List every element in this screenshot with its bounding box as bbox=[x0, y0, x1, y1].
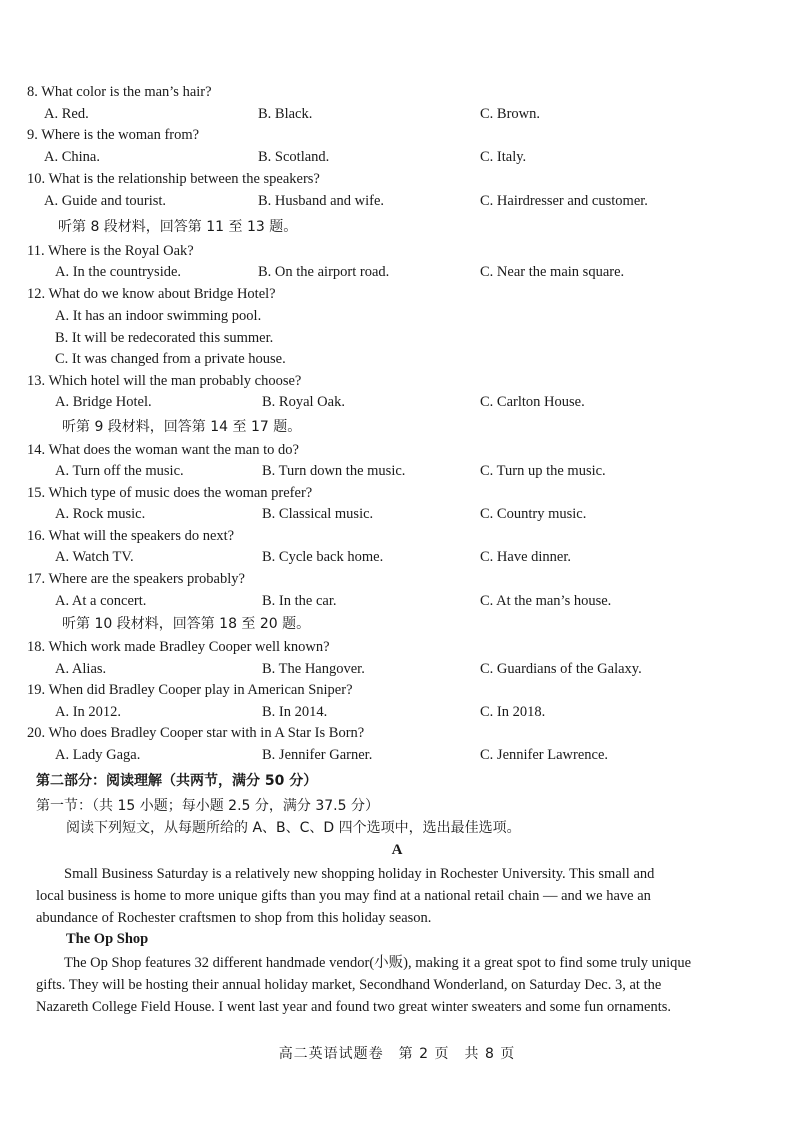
option-b: B. Cycle back home. bbox=[262, 549, 384, 565]
option-b: B. Husband and wife. bbox=[258, 193, 385, 209]
paragraph-line: The Op Shop features 32 different handmade vendor(小贩), making it a great spot to find some truly unique bbox=[64, 955, 692, 971]
question-12-stem: 12. What do we know about Bridge Hotel? bbox=[27, 286, 276, 302]
paragraph-line: Small Business Saturday is a relatively new shopping holiday in Rochester University. This small and bbox=[64, 866, 655, 882]
segment-8-instruction: 听第 8 段材料，回答第 11 至 13 题。 bbox=[58, 219, 298, 235]
question-15-stem: 15. Which type of music does the woman prefer? bbox=[27, 485, 313, 501]
reading-directions: 阅读下列短文，从每题所给的 A、B、C、D 四个选项中，选出最佳选项。 bbox=[66, 820, 521, 836]
option-a: A. Watch TV. bbox=[55, 549, 134, 565]
option-a: A. At a concert. bbox=[55, 593, 147, 609]
question-20-options bbox=[0, 746, 794, 764]
option-b: B. Scotland. bbox=[258, 149, 330, 165]
question-8-stem: 8. What color is the man’s hair? bbox=[27, 84, 212, 100]
page-footer: 高二英语试题卷 第 2 页 共 8 页 bbox=[278, 1046, 516, 1062]
question-10-options bbox=[0, 192, 794, 210]
paragraph-line: abundance of Rochester craftsmen to shop from this holiday season. bbox=[36, 910, 432, 926]
option-a: A. Alias. bbox=[55, 661, 107, 677]
question-9-options bbox=[0, 148, 794, 166]
option-b: B. Turn down the music. bbox=[262, 463, 406, 479]
option-a: A. In 2012. bbox=[55, 704, 122, 720]
option-a: A. Red. bbox=[44, 106, 89, 122]
option-c: C. Jennifer Lawrence. bbox=[480, 747, 609, 763]
question-11-stem: 11. Where is the Royal Oak? bbox=[27, 243, 194, 259]
option-c: C. Have dinner. bbox=[480, 549, 572, 565]
paragraph-line: local business is home to more unique gifts than you may find at a national retail chain — and we have an bbox=[36, 888, 651, 904]
question-12-option-b: B. It will be redecorated this summer. bbox=[55, 330, 274, 346]
passage-paragraph-1 bbox=[36, 863, 708, 929]
question-13-stem: 13. Which hotel will the man probably choose? bbox=[27, 373, 302, 389]
option-c: C. Hairdresser and customer. bbox=[480, 193, 648, 209]
question-8-options bbox=[0, 105, 794, 123]
option-b: B. Jennifer Garner. bbox=[262, 747, 373, 763]
option-b: B. In 2014. bbox=[262, 704, 328, 720]
option-c: C. Carlton House. bbox=[480, 394, 585, 410]
question-18-stem: 18. Which work made Bradley Cooper well known? bbox=[27, 639, 330, 655]
question-14-options bbox=[0, 462, 794, 480]
option-a: A. Lady Gaga. bbox=[55, 747, 141, 763]
option-b: B. Royal Oak. bbox=[262, 394, 345, 410]
option-c: C. Turn up the music. bbox=[480, 463, 606, 479]
question-15-options bbox=[0, 505, 794, 523]
option-b: B. The Hangover. bbox=[262, 661, 365, 677]
question-18-options bbox=[0, 660, 794, 678]
section1-heading: 第一节：（共 15 小题；每小题 2.5 分，满分 37.5 分） bbox=[36, 798, 379, 814]
segment-9-instruction: 听第 9 段材料，回答第 14 至 17 题。 bbox=[62, 419, 302, 435]
question-19-options bbox=[0, 703, 794, 721]
option-b: B. Classical music. bbox=[262, 506, 374, 522]
passage-paragraph-2 bbox=[36, 952, 708, 1018]
option-a: A. In the countryside. bbox=[55, 264, 182, 280]
option-a: A. Bridge Hotel. bbox=[55, 394, 152, 410]
option-c: C. Italy. bbox=[480, 149, 527, 165]
option-a: A. Guide and tourist. bbox=[44, 193, 167, 209]
part2-title: 第二部分：阅读理解（共两节，满分 50 分） bbox=[36, 773, 318, 789]
paragraph-line: Nazareth College Field House. I went last year and found two great winter sweaters and some fun ornaments. bbox=[36, 999, 671, 1015]
option-c: C. Guardians of the Galaxy. bbox=[480, 661, 642, 677]
question-16-stem: 16. What will the speakers do next? bbox=[27, 528, 235, 544]
segment-10-instruction: 听第 10 段材料，回答第 18 至 20 题。 bbox=[62, 616, 311, 632]
question-16-options bbox=[0, 548, 794, 566]
option-a: A. Rock music. bbox=[55, 506, 146, 522]
question-17-options bbox=[0, 592, 794, 610]
option-b: B. In the car. bbox=[262, 593, 337, 609]
subheading-op-shop: The Op Shop bbox=[66, 931, 149, 947]
question-9-stem: 9. Where is the woman from? bbox=[27, 127, 200, 143]
question-12-option-c: C. It was changed from a private house. bbox=[55, 351, 286, 367]
question-13-options bbox=[0, 393, 794, 411]
option-b: B. On the airport road. bbox=[258, 264, 390, 280]
passage-letter: A bbox=[391, 842, 403, 858]
option-a: A. Turn off the music. bbox=[55, 463, 184, 479]
question-10-stem: 10. What is the relationship between the speakers? bbox=[27, 171, 320, 187]
option-c: C. At the man’s house. bbox=[480, 593, 612, 609]
question-20-stem: 20. Who does Bradley Cooper star with in A Star Is Born? bbox=[27, 725, 365, 741]
question-12-option-a: A. It has an indoor swimming pool. bbox=[55, 308, 262, 324]
option-c: C. Near the main square. bbox=[480, 264, 625, 280]
option-c: C. Brown. bbox=[480, 106, 541, 122]
paragraph-line: gifts. They will be hosting their annual holiday market, Secondhand Wonderland, on Saturday Dec. 3, at the bbox=[36, 977, 662, 993]
question-17-stem: 17. Where are the speakers probably? bbox=[27, 571, 245, 587]
question-14-stem: 14. What does the woman want the man to do? bbox=[27, 442, 299, 458]
question-11-options bbox=[0, 263, 794, 281]
option-c: C. In 2018. bbox=[480, 704, 546, 720]
question-19-stem: 19. When did Bradley Cooper play in American Sniper? bbox=[27, 682, 353, 698]
option-b: B. Black. bbox=[258, 106, 313, 122]
option-c: C. Country music. bbox=[480, 506, 587, 522]
option-a: A. China. bbox=[44, 149, 100, 165]
